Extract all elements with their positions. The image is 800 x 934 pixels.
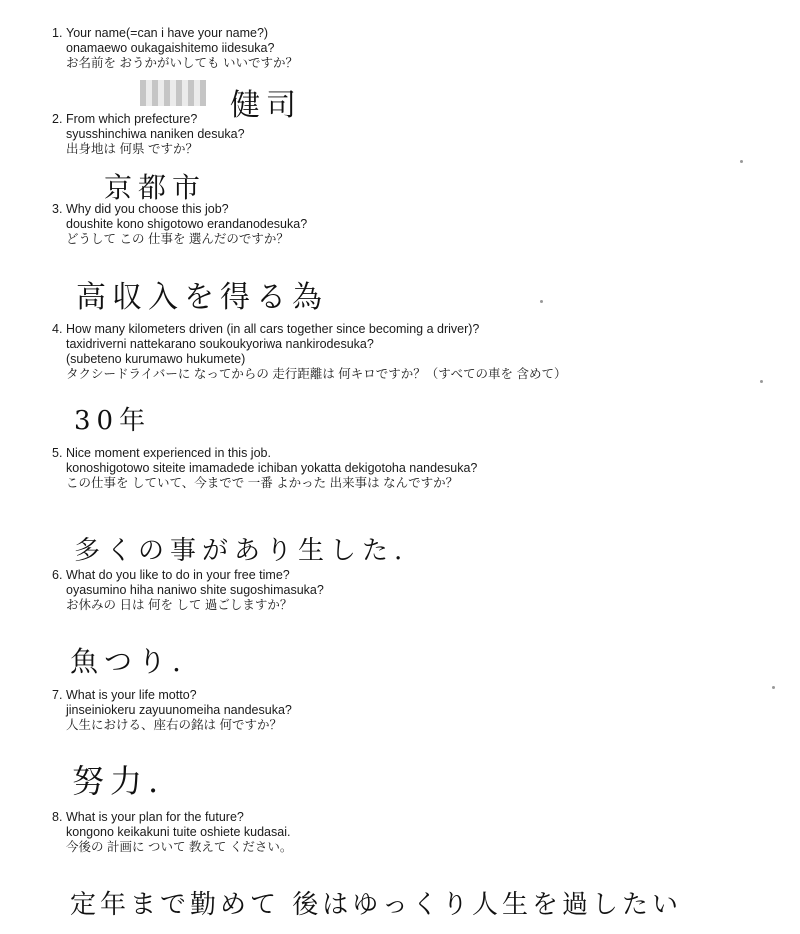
question-5 — [52, 446, 772, 491]
redacted-surname — [140, 80, 206, 106]
question-1 — [52, 26, 772, 71]
question-romaji: konoshigotowo siteite imamadede ichiban yokatta dekigotoha nandesuka? — [66, 461, 478, 475]
question-number: 4. — [52, 322, 63, 336]
answer-1-handwritten: 健司 — [230, 88, 302, 123]
question-7 — [52, 688, 772, 733]
question-japanese: 出身地は 何県 ですか？ — [66, 142, 198, 156]
scan-speck — [772, 686, 775, 689]
question-8 — [52, 810, 772, 855]
question-2 — [52, 112, 772, 157]
question-romaji: taxidriverni nattekarano soukoukyoriwa nankirodesuka? — [66, 337, 374, 351]
answer-3-handwritten: 高収入を得る為 — [76, 280, 328, 315]
question-romaji: doushite kono shigotowo erandanodesuka? — [66, 217, 308, 231]
question-number: 5. — [52, 446, 63, 460]
question-japanese: 今後の 計画に ついて 教えて ください。 — [66, 840, 293, 854]
answer-2-handwritten: 京都市 — [104, 171, 207, 204]
answer-8-handwritten: 定年まで勤めて 後はゆっくり人生を過したい — [70, 890, 683, 920]
question-english: How many kilometers driven (in all cars together since becoming a driver)? — [66, 322, 480, 336]
question-romaji-2: (subeteno kurumawo hukumete) — [66, 352, 246, 366]
question-number: 1. — [52, 26, 63, 40]
question-number: 6. — [52, 568, 63, 582]
question-japanese: タクシードライバーに なってからの 走行距離は 何キロですか？（すべての車を 含めて） — [66, 367, 567, 381]
answer-7-handwritten: 努力. — [72, 762, 165, 800]
question-japanese: お名前を おうかがいしても いいですか？ — [66, 56, 298, 70]
question-english: What is your plan for the future? — [66, 810, 244, 824]
question-japanese: どうして この 仕事を 選んだのですか？ — [66, 232, 289, 246]
question-romaji: syusshinchiwa naniken desuka? — [66, 127, 245, 141]
question-number: 3. — [52, 202, 63, 216]
question-romaji: onamaewo oukagaishitemo iidesuka? — [66, 41, 275, 55]
question-english: Nice moment experienced in this job. — [66, 446, 271, 460]
question-3 — [52, 202, 772, 247]
question-english: What do you like to do in your free time? — [66, 568, 290, 582]
scan-speck — [740, 160, 743, 163]
question-number: 2. — [52, 112, 63, 126]
answer-5-handwritten: 多くの事があり生した. — [74, 536, 409, 566]
answer-4-handwritten: 30年 — [74, 406, 152, 436]
scan-speck — [760, 380, 763, 383]
scan-speck — [540, 300, 543, 303]
question-japanese: 人生における、座右の銘は 何ですか？ — [66, 718, 282, 732]
question-romaji: oyasumino hiha naniwo shite sugoshimasuka? — [66, 583, 324, 597]
question-romaji: kongono keikakuni tuite oshiete kudasai. — [66, 825, 291, 839]
question-japanese: この仕事を していて、今までで 一番 よかった 出来事は なんですか？ — [66, 476, 459, 490]
question-number: 7. — [52, 688, 63, 702]
question-4 — [52, 322, 772, 382]
question-english: From which prefecture? — [66, 112, 198, 126]
question-english: Your name(=can i have your name?) — [66, 26, 269, 40]
answer-6-handwritten: 魚つり. — [70, 645, 187, 678]
question-6 — [52, 568, 772, 613]
question-number: 8. — [52, 810, 63, 824]
question-english: Why did you choose this job? — [66, 202, 229, 216]
question-english: What is your life motto? — [66, 688, 197, 702]
question-romaji: jinseiniokeru zayuunomeiha nandesuka? — [66, 703, 292, 717]
question-japanese: お休みの 日は 何を して 過ごしますか？ — [66, 598, 293, 612]
